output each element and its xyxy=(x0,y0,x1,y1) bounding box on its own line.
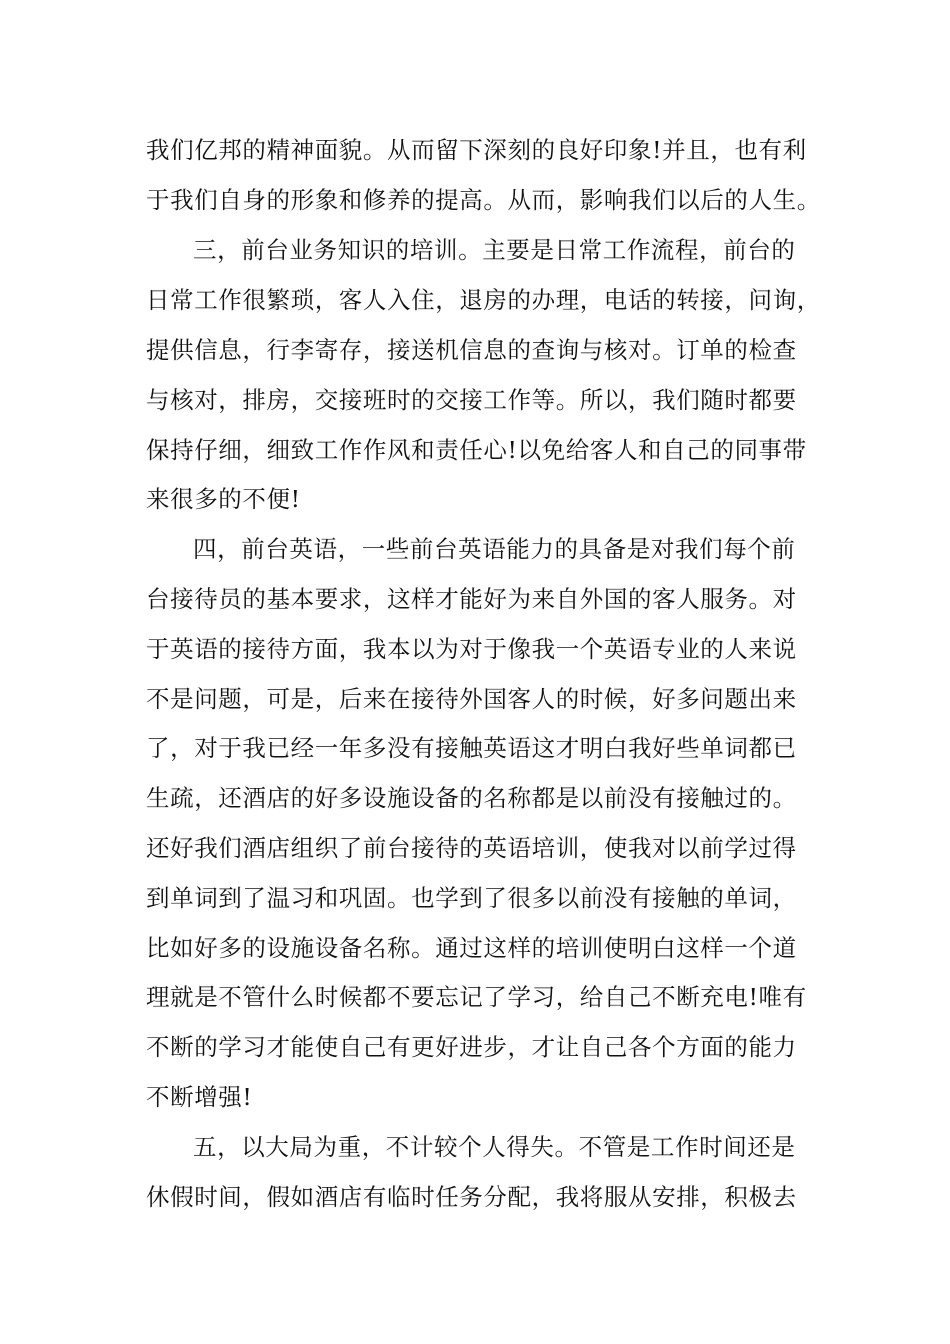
text-line: 到单词到了温习和巩固。也学到了很多以前没有接触的单词， xyxy=(146,884,797,912)
text-line: 比如好多的设施设备名称。通过这样的培训使明白这样一个道 xyxy=(146,934,797,962)
text-line: 理就是不管什么时候都不要忘记了学习，给自己不断充电!唯有 xyxy=(146,983,807,1011)
text-line: 日常工作很繁琐，客人入住，退房的办理，电话的转接，问询， xyxy=(146,286,821,314)
text-line: 台接待员的基本要求，这样才能好为来自外国的客人服务。对 xyxy=(146,585,797,613)
text-line: 于英语的接待方面，我本以为对于像我一个英语专业的人来说 xyxy=(146,635,797,663)
text-line: 不是问题，可是，后来在接待外国客人的时候，好多问题出来 xyxy=(146,685,797,713)
paragraph-start-line: 四，前台英语，一些前台英语能力的具备是对我们每个前 xyxy=(193,535,796,563)
text-line: 保持仔细，细致工作作风和责任心!以免给客人和自己的同事带 xyxy=(146,436,807,464)
text-line: 与核对，排房，交接班时的交接工作等。所以，我们随时都要 xyxy=(146,386,797,414)
text-line: 不断的学习才能使自己有更好进步，才让自己各个方面的能力 xyxy=(146,1033,797,1061)
paragraph-start-line: 五，以大局为重，不计较个人得失。不管是工作时间还是 xyxy=(193,1133,796,1161)
text-line: 休假时间，假如酒店有临时任务分配，我将服从安排，积极去 xyxy=(146,1183,797,1211)
text-line: 来很多的不便! xyxy=(146,485,301,513)
text-line: 于我们自身的形象和修养的提高。从而，影响我们以后的人生。 xyxy=(146,186,821,214)
text-line: 了，对于我已经一年多没有接触英语这才明白我好些单词都已 xyxy=(146,734,797,762)
text-line: 我们亿邦的精神面貌。从而留下深刻的良好印象!并且，也有利 xyxy=(146,136,807,164)
text-line: 不断增强! xyxy=(146,1083,253,1111)
text-line: 生疏，还酒店的好多设施设备的名称都是以前没有接触过的。 xyxy=(146,784,797,812)
paragraph-start-line: 三，前台业务知识的培训。主要是日常工作流程，前台的 xyxy=(193,236,796,264)
text-line: 还好我们酒店组织了前台接待的英语培训，使我对以前学过得 xyxy=(146,834,797,862)
text-line: 提供信息，行李寄存，接送机信息的查询与核对。订单的检查 xyxy=(146,336,797,364)
